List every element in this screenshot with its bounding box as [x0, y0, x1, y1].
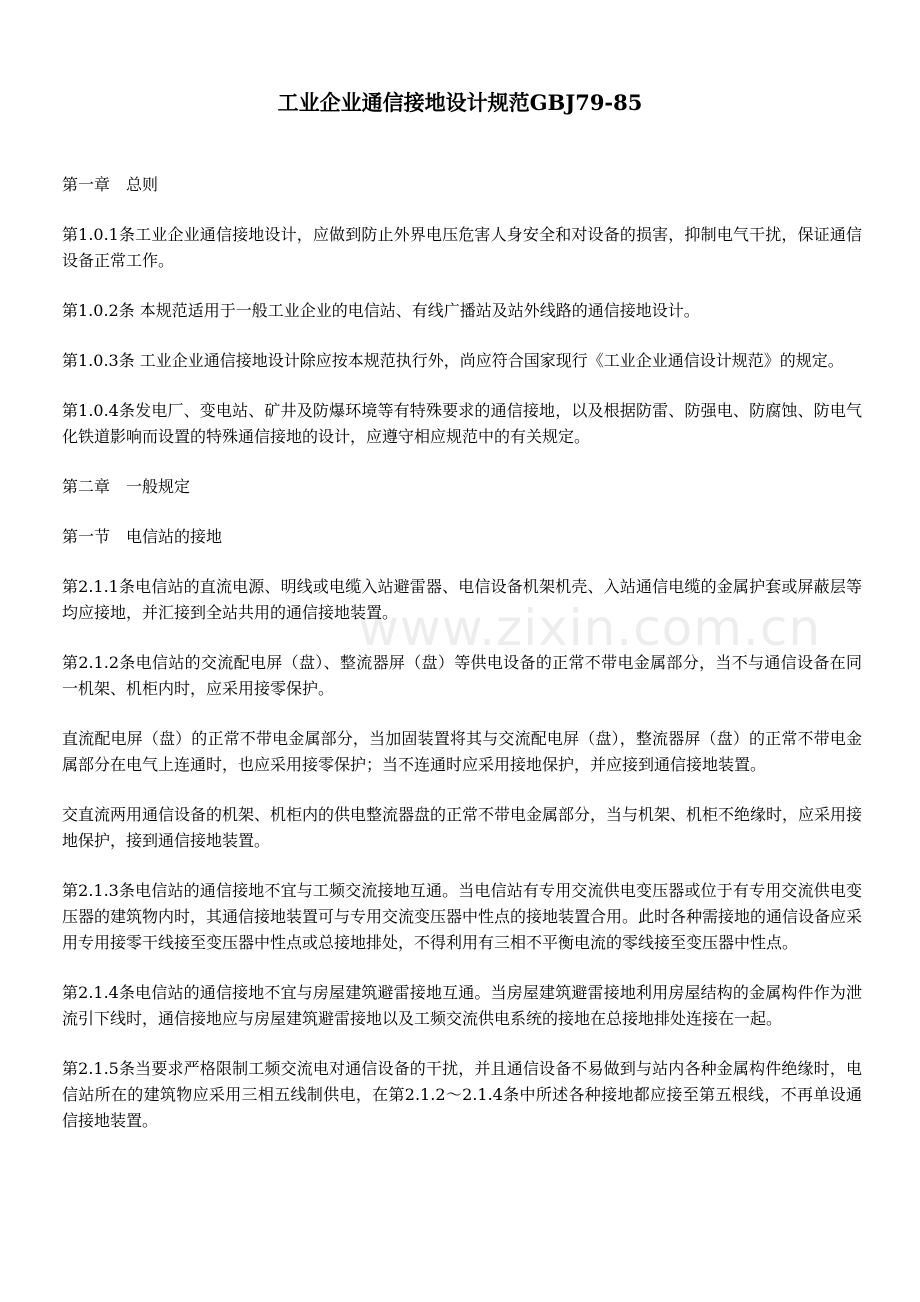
- body-paragraph: 交直流两用通信设备的机架、机柜内的供电整流器盘的正常不带电金属部分，当与机架、机柜不绝缘时，应采用接地保护，接到通信接地装置。: [62, 805, 863, 850]
- chapter-heading: 第一章 总则: [62, 175, 159, 194]
- article-paragraph: 第1.0.3条 工业企业通信接地设计除应按本规范执行外，尚应符合国家现行《工业企业通信设计规范》的规定。: [62, 351, 844, 370]
- article-paragraph: 第2.1.4条电信站的通信接地不宜与房屋建筑避雷接地互通。当房屋建筑避雷接地利用房屋结构的金属构件作为泄流引下线时，通信接地应与房屋建筑避雷接地以及工频交流供电系统的接地在总接地排处连接在一起。: [62, 983, 862, 1028]
- chapter-heading: 第二章 一般规定: [62, 477, 191, 496]
- document-title: 工业企业通信接地设计规范GBJ79-85: [277, 90, 643, 115]
- watermark: www.zixin.com.cn: [358, 599, 822, 657]
- article-paragraph: 第1.0.1条工业企业通信接地设计，应做到防止外界电压危害人身安全和对设备的损害，抑制电气干扰，保证通信设备正常工作。: [62, 225, 862, 270]
- article-paragraph: 第1.0.2条 本规范适用于一般工业企业的电信站、有线广播站及站外线路的通信接地设计。: [62, 301, 700, 320]
- article-paragraph: 第2.1.5条当要求严格限制工频交流电对通信设备的干扰，并且通信设备不易做到与站内各种金属构件绝缘时，电信站所在的建筑物应采用三相五线制供电，在第2.1.2～2.1.4条中所述各种接地都应接至第五根线，不再单设通信接地装置。: [62, 1059, 862, 1130]
- article-paragraph: 第2.1.3条电信站的通信接地不宜与工频交流接地互通。当电信站有专用交流供电变压器或位于有专用交流供电变压器的建筑物内时，其通信接地装置可与专用交流变压器中性点的接地装置合用。此时各种需接地的通信设备应采用专用接零干线接至变压器中性点或总接地排处，不得利用有三相不平衡电流的零线接至变压器中性点。: [62, 881, 863, 952]
- body-paragraph: 直流配电屏（盘）的正常不带电金属部分，当加固装置将其与交流配电屏（盘），整流器屏（盘）的正常不带电金属部分在电气上连通时，也应采用接零保护；当不连通时应采用接地保护，并应接到通信接地装置。: [62, 729, 862, 774]
- article-paragraph: 第1.0.4条发电厂、变电站、矿井及防爆环境等有特殊要求的通信接地，以及根据防雷、防强电、防腐蚀、防电气化铁道影响而设置的特殊通信接地的设计，应遵守相应规范中的有关规定。: [62, 401, 862, 446]
- section-heading: 第一节 电信站的接地: [62, 527, 223, 546]
- article-paragraph: 第2.1.1条电信站的直流电源、明线或电缆入站避雷器、电信设备机架机壳、入站通信电缆的金属护套或屏蔽层等均应接地，并汇接到全站共用的通信接地装置。: [62, 577, 862, 622]
- document-body: [62, 172, 862, 1158]
- article-paragraph: 第2.1.2条电信站的交流配电屏（盘）、整流器屏（盘）等供电设备的正常不带电金属部分，当不与通信设备在同一机架、机柜内时，应采用接零保护。: [62, 653, 862, 698]
